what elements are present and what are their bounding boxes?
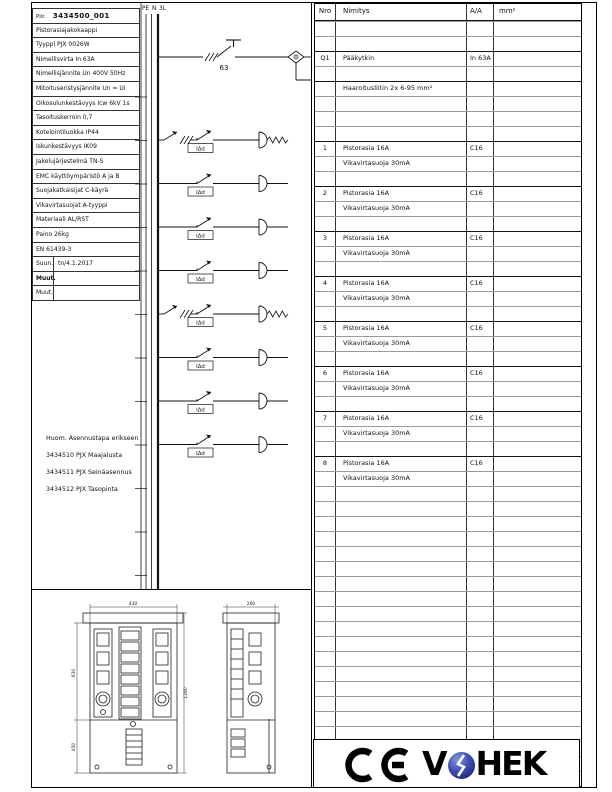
flex-lead-squiggle [267, 311, 288, 317]
vohek-logo [422, 744, 545, 784]
parts-row: Q1 Pääkytkin In 63A [315, 51, 581, 66]
divider-center [311, 2, 312, 788]
brand-letters-hek: HEK [475, 744, 546, 783]
parts-row-empty [315, 576, 581, 591]
note-line: Huom. Asennustapa erikseen [46, 435, 139, 442]
parts-row-empty [315, 651, 581, 666]
branch-circuit-6 [158, 348, 288, 371]
spec-row: Nimellisjännite Un 400V 50Hz [32, 66, 140, 82]
parts-row-empty [315, 126, 581, 141]
svg-text:IΔd: IΔd [196, 190, 205, 196]
spec-row: EMC käyttöympäristö A ja B [32, 169, 140, 185]
parts-row-empty [315, 261, 581, 276]
parts-row-empty [315, 531, 581, 546]
parts-row-empty [315, 516, 581, 531]
cabinet-drawings [31, 589, 311, 788]
parts-row: 4 Pistorasia 16A C16 [315, 276, 581, 291]
dim-side-depth: 260 [246, 602, 256, 607]
parts-row-empty [315, 696, 581, 711]
front-body [90, 623, 177, 773]
socket-outlet-icon [259, 306, 267, 322]
spec-row: Oikosulunkestävyys Icw 6kV 1s [32, 96, 140, 112]
svg-text:PE: PE [142, 6, 150, 12]
parts-row-empty [315, 621, 581, 636]
socket-outlet-icon [259, 393, 267, 409]
note-line: 3434510 PJX Maajalusta [46, 452, 123, 459]
branch-circuit-4 [158, 261, 288, 284]
spec-row: Suun. tn/4.1.2017 [32, 256, 140, 272]
socket-outlet-icon [259, 132, 267, 148]
parts-row-empty [315, 396, 581, 411]
parts-row-empty [315, 351, 581, 366]
parts-row: Vikavirtasuoja 30mA [315, 201, 581, 216]
parts-row: Vikavirtasuoja 30mA [315, 291, 581, 306]
brand-lightning-ball-icon [448, 752, 475, 779]
parts-row-empty [315, 561, 581, 576]
parts-row: Vikavirtasuoja 30mA [315, 156, 581, 171]
note-line: 3434511 PJX Seinäasennus [46, 469, 132, 476]
spec-row: Muut. [32, 271, 140, 287]
socket-outlet-icon [259, 437, 267, 453]
parts-row-empty [315, 216, 581, 231]
parts-row: 2 Pistorasia 16A C16 [315, 186, 581, 201]
parts-row: 3 Pistorasia 16A C16 [315, 231, 581, 246]
parts-row-empty [315, 96, 581, 111]
parts-table-header: Nro Nimitys A/A mm² [315, 4, 581, 21]
spec-row: Nimellisvirta In 63A [32, 52, 140, 68]
parts-row-empty [315, 21, 581, 36]
svg-text:IΔd: IΔd [196, 146, 205, 153]
svg-text:IΔd: IΔd [196, 407, 205, 414]
note-line: 3434512 PJX Tasopinta [46, 486, 118, 493]
spec-row: Iskunkestävyys IK09 [32, 139, 140, 155]
parts-row-empty [315, 171, 581, 186]
svg-text:IΔd: IΔd [196, 277, 205, 283]
branch-circuit-5 [158, 304, 288, 327]
parts-row: 8 Pistorasia 16A C16 [315, 456, 581, 471]
spec-row: Vikavirtasuojat A-tyyppi [32, 198, 140, 214]
branch-circuit-7 [158, 391, 288, 414]
spec-row: Tyyppi PJX 0026W [32, 37, 140, 53]
drawing-number: 3434500_001 [52, 11, 110, 20]
piir-label: Piir. [36, 14, 46, 20]
spec-row: Mitoituseristysjännite Un = Ui [32, 81, 140, 97]
brand-letter-v: V [422, 744, 446, 783]
parts-row-empty [315, 636, 581, 651]
parts-row-empty [315, 36, 581, 51]
flex-lead-squiggle [267, 137, 288, 143]
circuit-schematic [31, 2, 311, 589]
parts-row-empty [315, 501, 581, 516]
svg-text:IΔd: IΔd [196, 364, 205, 370]
parts-row-empty [315, 591, 581, 606]
parts-row: Vikavirtasuoja 30mA [315, 426, 581, 441]
dim-front-total: 1280 [184, 687, 189, 699]
spec-row: Pistorasiajakokaappi [32, 23, 140, 39]
dim-front-upper: 830 [72, 668, 77, 678]
parts-row-empty [315, 666, 581, 681]
spec-row: Tasoituskerroin 0,7 [32, 110, 140, 126]
spec-row: Jakelujärjestelmä TN-S [32, 154, 140, 170]
branch-circuit-3 [158, 217, 288, 240]
socket-outlet-icon [259, 263, 267, 279]
svg-text:63: 63 [219, 64, 229, 72]
ce-mark-icon [338, 746, 412, 784]
parts-row-empty [315, 111, 581, 126]
parts-row-empty [315, 546, 581, 561]
front-cee-socket-left [96, 692, 110, 706]
parts-row: Vikavirtasuoja 30mA [315, 246, 581, 261]
socket-outlet-icon [259, 350, 267, 366]
main-switch-circuit [158, 40, 311, 80]
parts-row: 1 Pistorasia 16A C16 [315, 141, 581, 156]
svg-text:3L: 3L [159, 6, 166, 12]
parts-row-empty [315, 606, 581, 621]
parts-row: 7 Pistorasia 16A C16 [315, 411, 581, 426]
parts-table [314, 3, 582, 787]
branch-circuit-1 [158, 130, 288, 153]
front-top-hat [83, 613, 183, 623]
parts-row: 5 Pistorasia 16A C16 [315, 321, 581, 336]
parts-row: Vikavirtasuoja 30mA [315, 471, 581, 486]
logo-box [313, 739, 580, 788]
parts-row-empty [315, 711, 581, 726]
parts-row: 6 Pistorasia 16A C16 [315, 366, 581, 381]
spec-row: Paino 26kg [32, 227, 140, 243]
parts-row-empty [315, 681, 581, 696]
svg-text:IΔd: IΔd [196, 233, 205, 240]
socket-outlet-icon [259, 219, 267, 235]
supply-bus [135, 2, 167, 589]
front-cee-socket-right [155, 692, 169, 706]
branch-circuit-2 [158, 174, 288, 197]
dim-front-lower: 450 [72, 742, 77, 752]
parts-row: Vikavirtasuoja 30mA [315, 336, 581, 351]
parts-row: Haaroitusliitin 2x 6-95 mm² [315, 81, 581, 96]
svg-text:IΔd: IΔd [196, 320, 205, 327]
parts-row-empty [315, 306, 581, 321]
branch-circuit-8 [158, 435, 288, 458]
spec-row: Muut. [32, 285, 140, 301]
spec-row: Materiaali AL/RST [32, 212, 140, 228]
svg-text:IΔd: IΔd [196, 451, 205, 457]
spec-row: Suojakatkaisijat C-käyrä [32, 183, 140, 199]
parts-row: Vikavirtasuoja 30mA [315, 381, 581, 396]
dim-front-width: 430 [128, 602, 138, 607]
svg-text:N: N [152, 6, 157, 12]
spec-row: EN 61439-3 [32, 242, 140, 258]
parts-row-empty [315, 441, 581, 456]
parts-row-empty [315, 66, 581, 81]
socket-outlet-icon [259, 176, 267, 192]
spec-row: Kotelointiluokka IP44 [32, 125, 140, 141]
side-top-hat [223, 613, 279, 623]
parts-row-empty [315, 486, 581, 501]
